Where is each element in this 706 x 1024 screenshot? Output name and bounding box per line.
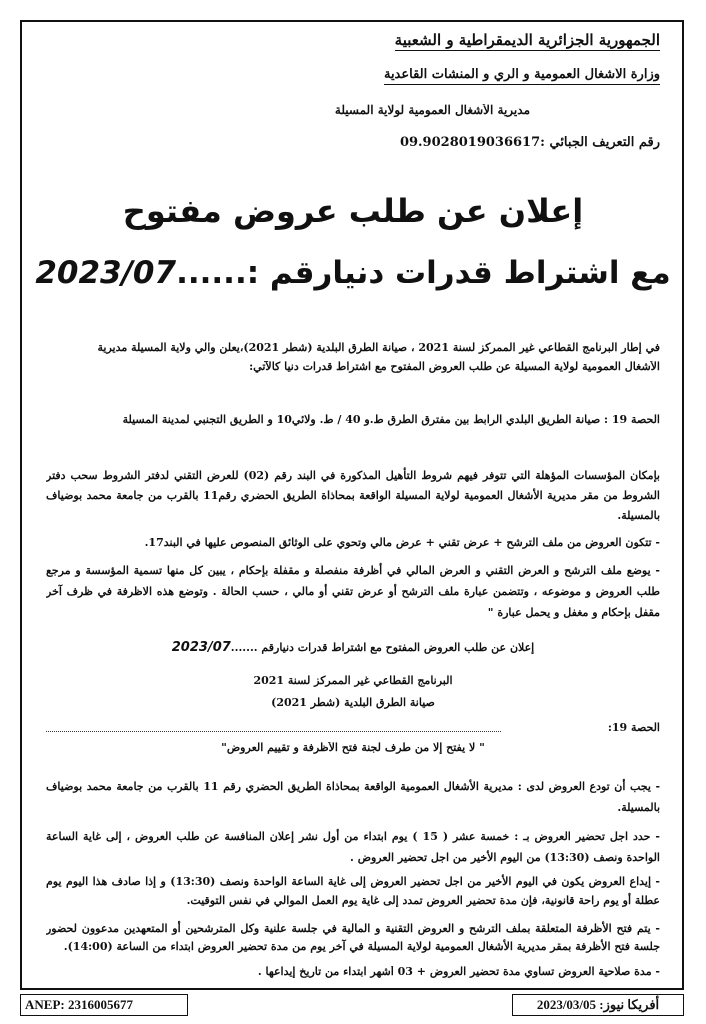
tax-id: رقم التعريف الجبائي :09.9028019036617 xyxy=(399,136,660,150)
deposit-paragraph: - يجب أن تودع العروض لدى : مديرية الأشغال العمومية الواقعة بمحاذاة الطريق الحضري رقم 11 بالقرب من جامعة محمد بوضياف بالمسيلة. xyxy=(46,780,660,814)
newspaper-date: أفريكا نيوز: 2023/03/05 xyxy=(512,994,684,1016)
envelope-label-line-2: البرنامج القطاعي غير الممركز لسنة 2021 xyxy=(253,675,453,687)
opening-notice: " لا يفتح إلا من طرف لجنة فتح الأظرفة و تقييم العروض" xyxy=(221,742,485,754)
submission-paragraph: - إيداع العروض يكون في اليوم الأخير من اجل تحضير العروض إلى غاية الساعة الواحدة ونصف (13:30) و إذا صادف هذا اليوم يوم عطلة أو يوم راحة قانونية، فإن مدة تحضير العروض تمدد إلى غاية يوم العمل الموالي في نفس التوقيت. xyxy=(46,875,660,907)
ministry-text: وزارة الأشغال العمومية و الري و المنشآت القاعدية xyxy=(384,68,660,85)
dotted-fill-line xyxy=(46,731,501,732)
ministry-header xyxy=(384,68,660,85)
directorate-header: مديرية الأشغال العمومية لولاية المسيلة xyxy=(334,104,530,117)
envelope-label-line-1 xyxy=(30,641,676,656)
title-reference-number: 2023/07 xyxy=(35,256,177,291)
intro-line-1: في إطار البرنامج القطاعي غير الممركز لسنة 2021 ، صيانة الطرق البلدية (شطر 2021)،يعلن والي ولاية المسيلة مديرية xyxy=(97,342,660,354)
republic-text: الجمهورية الجزائرية الديمقراطية و الشعبية xyxy=(395,32,660,51)
republic-header xyxy=(395,32,660,51)
envelope-label-line-3: صيانة الطرق البلدية (شطر 2021) xyxy=(271,697,435,709)
intro-line-2: الأشغال العمومية لولاية المسيلة عن طلب العروض المفتوح مع اشتراط قدرات دنيا كالآتي: xyxy=(249,361,660,373)
anep-reference: ANEP: 2316005677 xyxy=(20,994,188,1016)
deadline-paragraph: - حدد اجل تحضير العروض بـ : خمسة عشر ( 15 ) يوم ابتداء من أول نشر إعلان المنافسة عن طلب العروض ، إلى غاية الساعة الواحدة ونصف (13:30) من اليوم الأخير من اجل تحضير العروض . xyxy=(46,830,660,864)
envelope-lot-label: الحصة 19: xyxy=(607,722,660,734)
validity-paragraph: - مدة صلاحية العروض تساوي مدة تحضير العروض + 03 أشهر ابتداء من تاريخ إيداعها . xyxy=(257,966,660,978)
lot-description: الحصة 19 : صيانة الطريق البلدي الرابط بين مفترق الطرق ط.و 40 / ط. ولائي10 و الطريق التجنبي لمدينة المسيلة xyxy=(122,414,660,426)
envelope-reference-number: 2023/07 xyxy=(171,641,231,655)
bullet-offer-composition: - تتكون العروض من ملف الترشح + عرض تقني + عرض مالي وتحوي على الوثائق المنصوص عليها في البند17. xyxy=(144,537,660,549)
envelope-label-text: إعلان عن طلب العروض المفتوح مع اشتراط قدرات دنيارقم ....... xyxy=(230,641,535,654)
title-line-2 xyxy=(30,256,676,292)
title-line-2-text: مع اشتراط قدرات دنيارقم :...... xyxy=(176,256,671,291)
eligibility-paragraph: بإمكان المؤسسات المؤهلة التي تتوفر فيهم شروط التأهيل المذكورة في البند رقم (02) للعرض التقني لدفتر الشروط سحب دفتر الشروط من مقر مديرية الأشغال العمومية لولاية المسيلة الواقعة بمحاذاة الطريق الحضري رقم11 بالقرب من جامعة محمد بوضياف بالمسيلة. xyxy=(46,469,660,522)
opening-paragraph: - يتم فتح الأظرفة المتعلقة بملف الترشح و العروض التقنية و المالية في جلسة علنية وكل المترشحين أو المتعهدين مدعوون لحضور جلسة فتح الأظرفة بمقر مديرية الأشغال العمومية لولاية المسيلة في آخر يوم من مدة تحضير العروض ابتداء من الساعة (14:00). xyxy=(46,922,660,953)
title-line-1: إعلان عن طلب عروض مفتوح xyxy=(122,193,584,230)
bullet-envelopes: - يوضع ملف الترشح و العرض التقني و العرض المالي في أظرفة منفصلة و مقفلة بإحكام ، يبين كل منها تسمية المؤسسة و مرجع طلب العروض و موضوعه ، وتتضمن عبارة ملف الترشح أو عرض تقني أو مالي ، حسب الحالة . وتوضع هذه الاظرفة في ظرف آخر مقفل بإحكام و مغفل و يحمل عبارة " xyxy=(46,564,660,619)
